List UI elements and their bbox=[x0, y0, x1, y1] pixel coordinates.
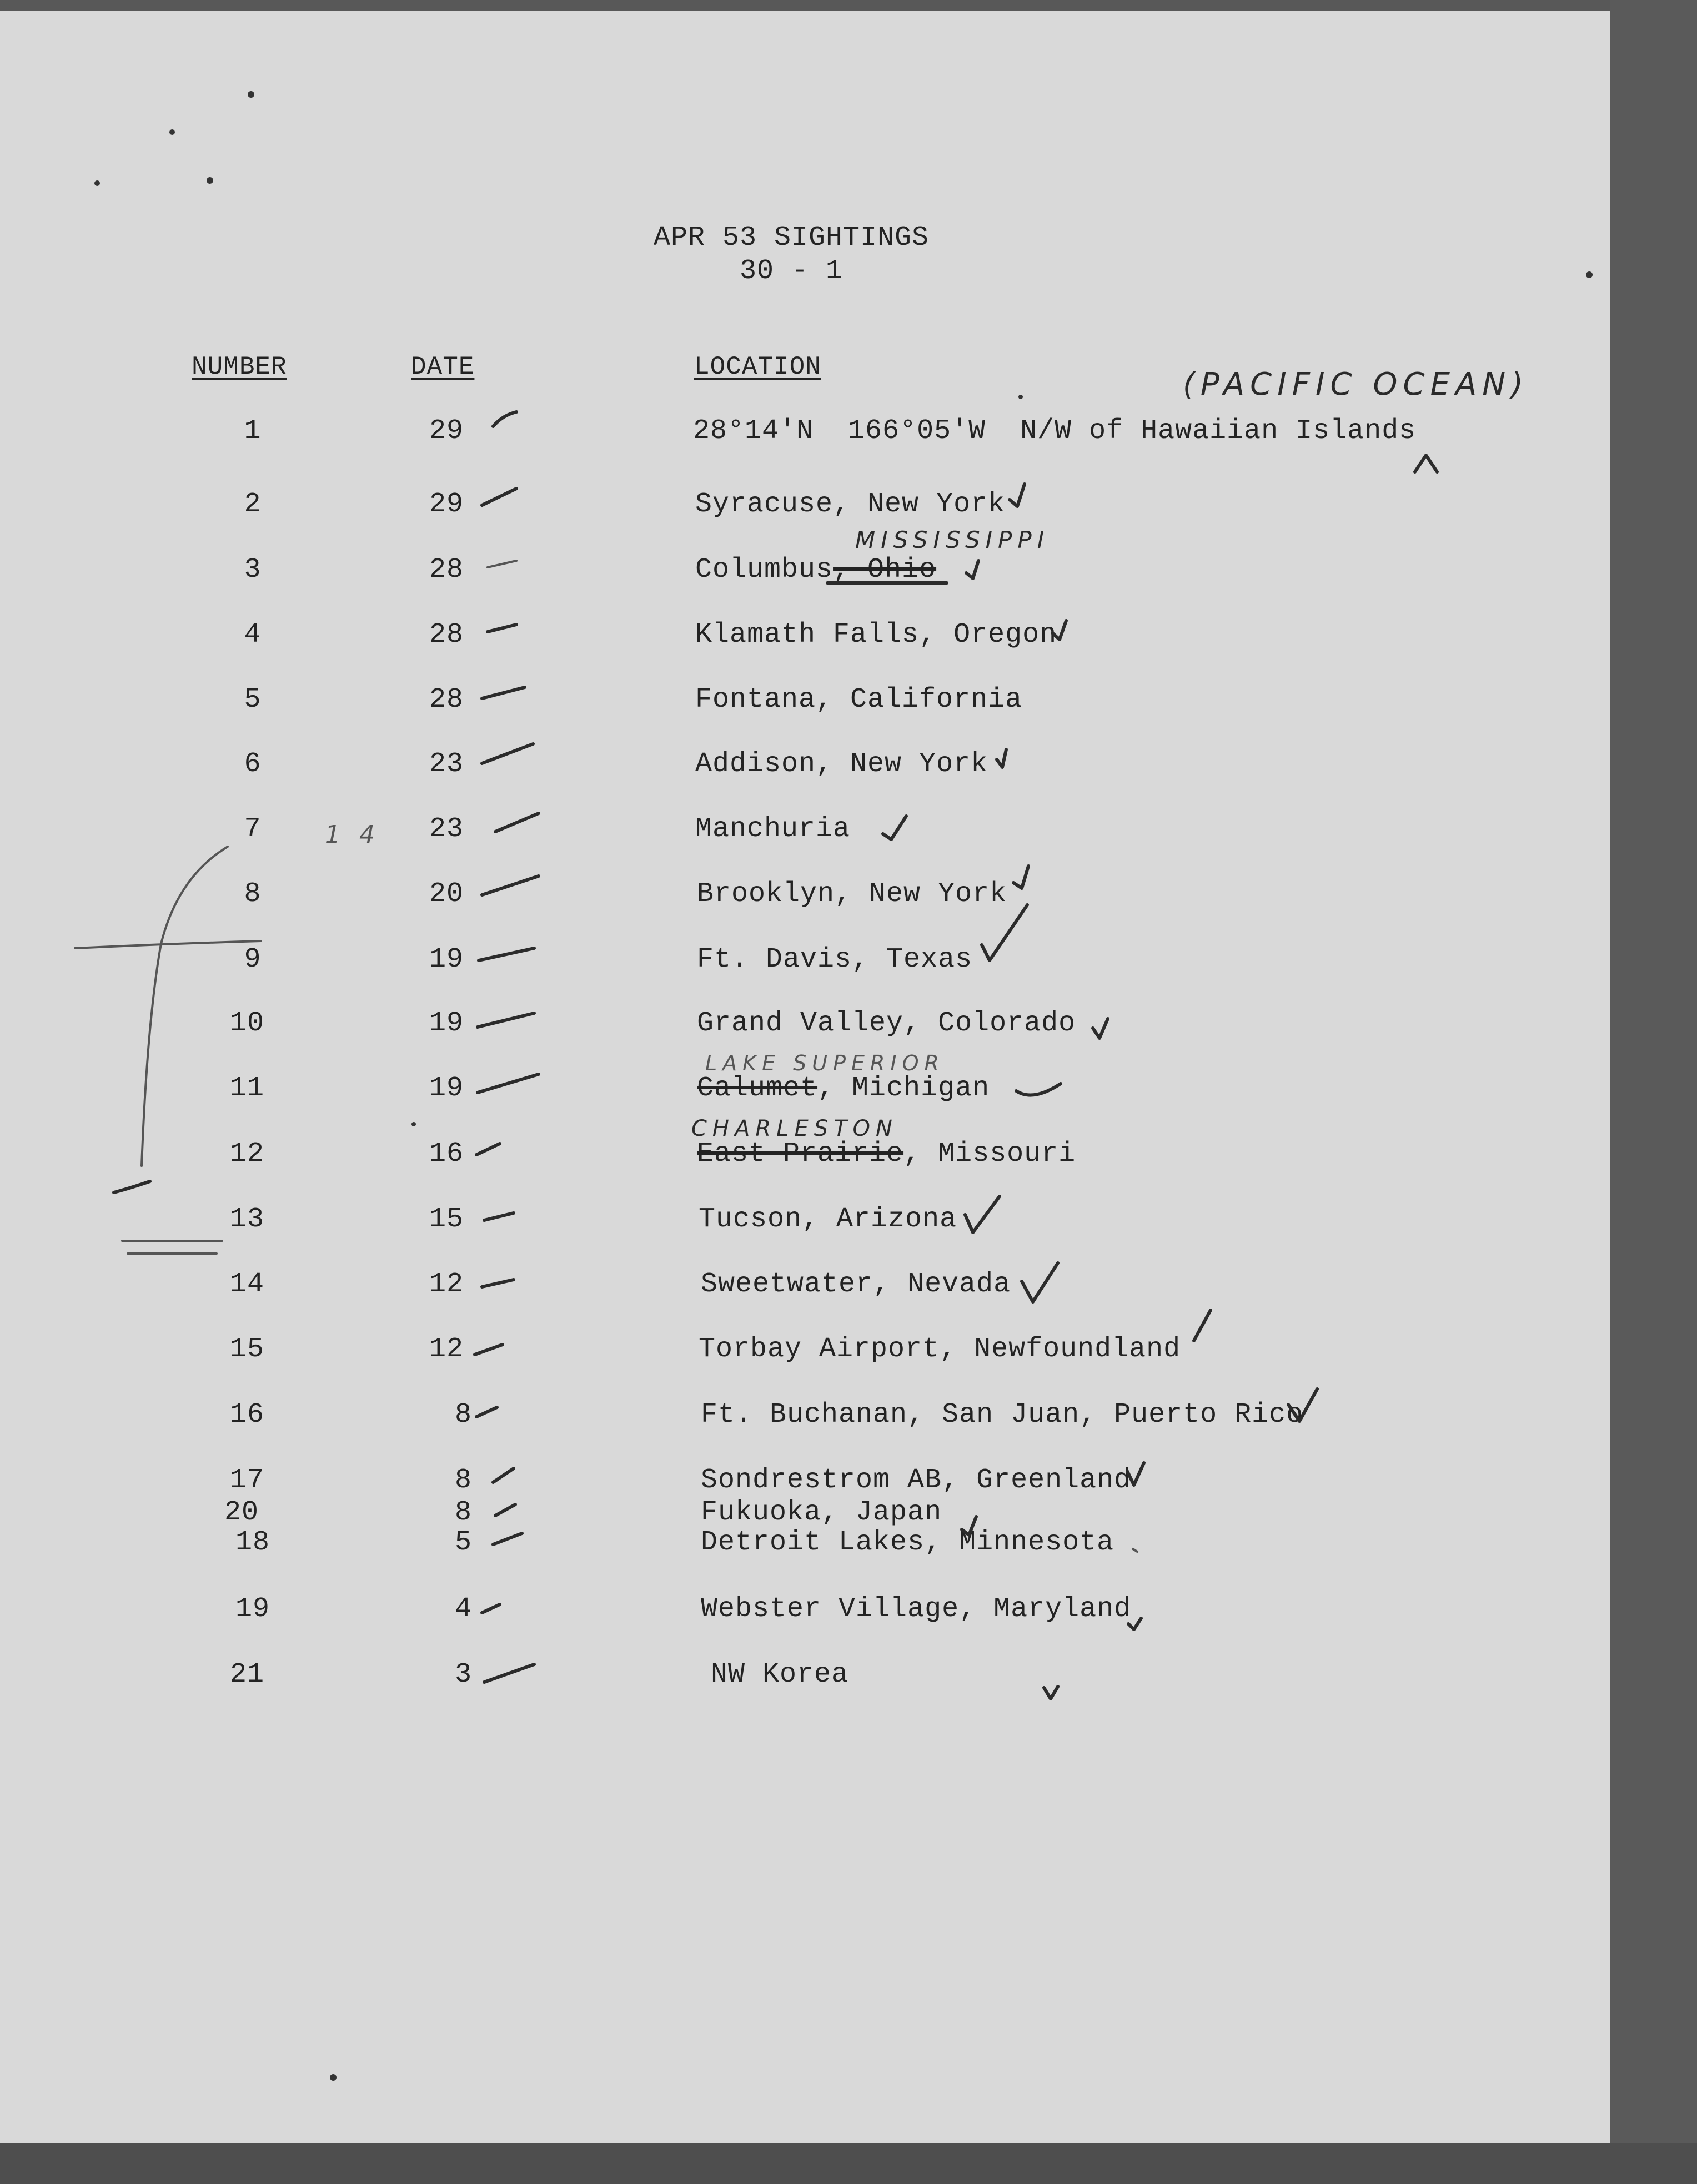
row-date: 23 bbox=[429, 813, 464, 845]
date-tick-mark bbox=[482, 687, 525, 698]
row-location-struck: Calumet bbox=[697, 1073, 818, 1104]
row-number: 1 bbox=[244, 415, 262, 447]
row-location: NW Korea bbox=[711, 1659, 849, 1690]
row-date: 20 bbox=[429, 878, 464, 910]
row-number: 14 bbox=[229, 1269, 264, 1300]
row-number: 15 bbox=[229, 1333, 264, 1365]
date-tick-mark bbox=[484, 1664, 534, 1682]
row-location: Webster Village, Maryland bbox=[701, 1593, 1132, 1625]
scan-speck bbox=[169, 129, 175, 135]
scan-right-edge bbox=[1610, 0, 1697, 2184]
document-title: APR 53 SIGHTINGS bbox=[653, 222, 930, 254]
check-mark bbox=[1127, 1463, 1144, 1485]
date-tick-mark bbox=[479, 948, 534, 960]
date-tick-mark bbox=[482, 489, 516, 505]
row-number: 8 bbox=[244, 878, 262, 910]
check-mark bbox=[1093, 1019, 1108, 1038]
document-page bbox=[0, 11, 1610, 2143]
date-tick-mark bbox=[482, 876, 539, 895]
header-date: DATE bbox=[411, 353, 475, 381]
date-tick-mark bbox=[482, 1604, 500, 1613]
row-number: 11 bbox=[229, 1073, 264, 1104]
scan-speck bbox=[330, 2074, 337, 2081]
pen-marks bbox=[0, 11, 1610, 2143]
row-location: Syracuse, New York bbox=[695, 489, 1006, 520]
row-number: 7 bbox=[244, 813, 262, 845]
row-date: 29 bbox=[429, 415, 464, 447]
row-location: Manchuria bbox=[695, 813, 851, 845]
row-location: Fukuoka, Japan bbox=[701, 1497, 942, 1528]
scan-speck bbox=[248, 91, 254, 98]
row-number: 3 bbox=[244, 554, 262, 586]
row-date: 28 bbox=[429, 684, 464, 716]
check-mark bbox=[1044, 1687, 1058, 1699]
row-location: Ft. Davis, Texas bbox=[697, 944, 973, 975]
row-date: 29 bbox=[429, 489, 464, 520]
row-location: Grand Valley, Colorado bbox=[697, 1008, 1076, 1039]
header-location: LOCATION bbox=[694, 353, 821, 381]
handwritten-pacific-ocean: (PACIFIC OCEAN) bbox=[1183, 366, 1529, 402]
caret-mark bbox=[1415, 455, 1437, 472]
row-number: 5 bbox=[244, 684, 262, 716]
document-subtitle: 30 - 1 bbox=[739, 255, 844, 287]
scan-bottom-edge bbox=[0, 2143, 1697, 2184]
date-tick-mark bbox=[476, 1407, 497, 1417]
date-tick-mark bbox=[484, 1213, 514, 1220]
row-number: 12 bbox=[229, 1138, 264, 1170]
row-date: 3 bbox=[454, 1659, 472, 1690]
row-number: 17 bbox=[229, 1465, 264, 1496]
scan-speck bbox=[1018, 395, 1023, 399]
margin-bracket-line bbox=[75, 941, 261, 948]
row-date: 28 bbox=[429, 554, 464, 586]
row-date: 12 bbox=[429, 1333, 464, 1365]
row-location: Addison, New York bbox=[695, 748, 988, 780]
date-tick-mark bbox=[488, 625, 516, 632]
margin-bracket-line bbox=[142, 847, 228, 1166]
check-mark bbox=[962, 1517, 976, 1535]
row-location-rest: , Missouri bbox=[903, 1138, 1076, 1170]
row-location: Ft. Buchanan, San Juan, Puerto Rico bbox=[701, 1399, 1304, 1431]
row-number: 2 bbox=[244, 489, 262, 520]
date-tick-mark bbox=[493, 1533, 522, 1544]
row-number: 13 bbox=[229, 1204, 264, 1235]
row-date: 19 bbox=[429, 944, 464, 975]
row-location: Detroit Lakes, Minnesota bbox=[701, 1527, 1114, 1558]
scan-speck bbox=[207, 177, 213, 184]
date-tick-mark bbox=[478, 1013, 534, 1027]
header-number: NUMBER bbox=[192, 353, 287, 381]
row-location-struck: East Prairie bbox=[697, 1138, 904, 1170]
row-date: 4 bbox=[454, 1593, 472, 1625]
row-number: 6 bbox=[244, 748, 262, 780]
check-mark bbox=[1288, 1389, 1317, 1421]
row-number: 20 bbox=[224, 1497, 259, 1528]
date-tick-mark bbox=[495, 813, 539, 832]
row-date: 5 bbox=[454, 1527, 472, 1558]
date-tick-mark bbox=[475, 1345, 503, 1355]
check-mark bbox=[1128, 1618, 1141, 1629]
row-date: 8 bbox=[454, 1497, 472, 1528]
row-date: 19 bbox=[429, 1073, 464, 1104]
row-date: 23 bbox=[429, 748, 464, 780]
row-location: Brooklyn, New York bbox=[697, 878, 1007, 910]
row-location: Torbay Airport, Newfoundland bbox=[699, 1333, 1181, 1365]
date-tick-mark bbox=[495, 1504, 515, 1516]
check-mark bbox=[1052, 621, 1066, 640]
handwritten-mississippi: MISSISSIPPI bbox=[855, 526, 1050, 553]
row-date: 15 bbox=[429, 1204, 464, 1235]
row-number: 18 bbox=[235, 1527, 270, 1558]
date-tick-mark bbox=[478, 1074, 539, 1093]
date-tick-mark bbox=[488, 561, 516, 567]
row-location-city: Columbus bbox=[695, 554, 834, 586]
check-mark bbox=[1010, 484, 1025, 506]
row-location: 28°14'N 166°05'W N/W of Hawaiian Islands bbox=[693, 415, 1417, 447]
check-mark bbox=[965, 1196, 1000, 1232]
check-mark bbox=[1013, 866, 1028, 888]
row-date: 8 bbox=[454, 1465, 472, 1496]
row-number: 16 bbox=[229, 1399, 264, 1431]
row-number: 21 bbox=[229, 1659, 264, 1690]
row-date: 16 bbox=[429, 1138, 464, 1170]
row-location: Tucson, Arizona bbox=[699, 1204, 957, 1235]
check-mark bbox=[1016, 1084, 1061, 1095]
scan-top-edge bbox=[0, 0, 1697, 11]
check-mark bbox=[1133, 1549, 1137, 1552]
row-location-struck: , Ohio bbox=[833, 554, 937, 586]
date-tick-mark bbox=[493, 412, 516, 426]
check-mark bbox=[1022, 1263, 1058, 1302]
date-tick-mark bbox=[482, 1280, 514, 1287]
check-mark bbox=[982, 905, 1027, 960]
margin-bracket-line bbox=[114, 1181, 150, 1192]
row-number: 9 bbox=[244, 944, 262, 975]
row-location: Sweetwater, Nevada bbox=[701, 1269, 1011, 1300]
date-tick-mark bbox=[493, 1468, 514, 1482]
row-location: Sondrestrom AB, Greenland bbox=[701, 1465, 1132, 1496]
row-number: 4 bbox=[244, 619, 262, 651]
handwritten-charleston: CHARLESTON bbox=[691, 1116, 898, 1141]
date-tick-mark bbox=[482, 744, 533, 763]
row-date: 8 bbox=[454, 1399, 472, 1431]
handwritten-margin-note: 1 4 bbox=[325, 821, 380, 849]
scan-speck bbox=[94, 180, 100, 186]
scan-speck bbox=[1586, 271, 1593, 278]
date-tick-mark bbox=[476, 1144, 500, 1155]
row-location: Klamath Falls, Oregon bbox=[695, 619, 1057, 651]
scan-speck bbox=[411, 1122, 416, 1126]
check-mark bbox=[966, 561, 978, 578]
row-date: 28 bbox=[429, 619, 464, 651]
check-mark bbox=[1194, 1310, 1211, 1341]
row-location-rest: , Michigan bbox=[817, 1073, 990, 1104]
row-date: 12 bbox=[429, 1269, 464, 1300]
row-number: 10 bbox=[229, 1008, 264, 1039]
row-date: 19 bbox=[429, 1008, 464, 1039]
handwritten-lake-superior: LAKE SUPERIOR bbox=[705, 1051, 945, 1075]
row-number: 19 bbox=[235, 1593, 270, 1625]
row-location: Fontana, California bbox=[695, 684, 1023, 716]
check-mark bbox=[997, 749, 1006, 767]
check-mark bbox=[883, 816, 906, 839]
